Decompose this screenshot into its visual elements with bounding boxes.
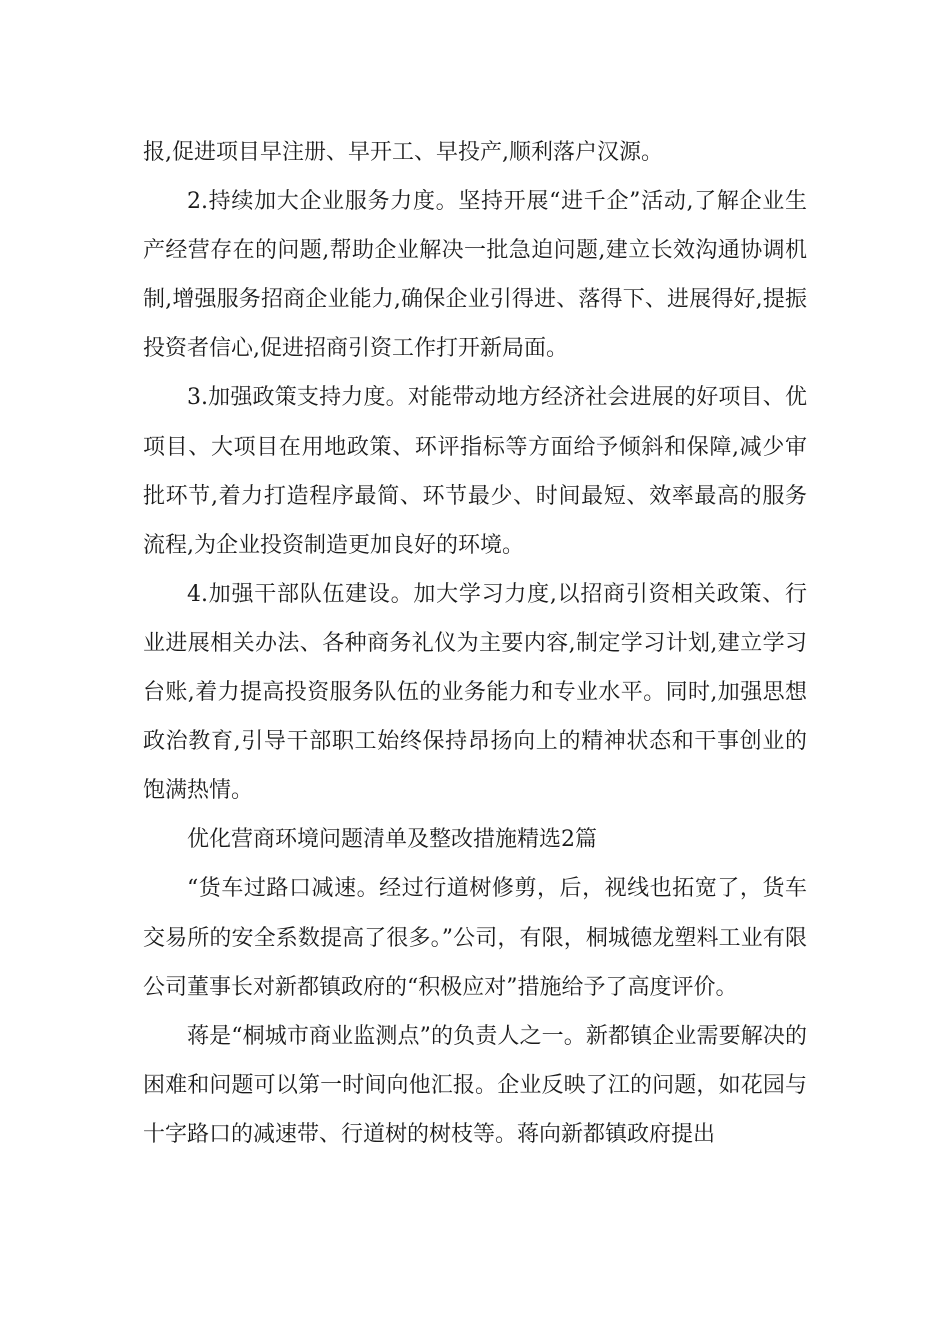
paragraph-item-3: 3.加强政策支持力度。对能带动地方经济社会进展的好项目、优项目、大项目在用地政策、环评指标等方面给予倾斜和保障,减少审批环节,着力打造程序最简、环节最少、时间最短、效率最高的服务流程,为企业投资制造更加良好的环境。 <box>143 385 807 558</box>
paragraph-monitoring-point: 蒋是“桐城市商业监测点”的负责人之一。新都镇企业需要解决的困难和问题可以第一时间向他汇报。企业反映了江的问题，如花园与十字路口的减速带、行道树的树枝等。蒋向新都镇政府提出 <box>143 1023 807 1147</box>
section-title: 优化营商环境问题清单及整改措施精选2篇 <box>187 827 597 853</box>
paragraph-item-2: 2.持续加大企业服务力度。坚持开展“进千企”活动,了解企业生产经营存在的问题,帮助企业解决一批急迫问题,建立长效沟通协调机制,增强服务招商企业能力,确保企业引得进、落得下、进展得好,提振投资者信心,促进招商引资工作打开新局面。 <box>143 189 807 362</box>
paragraph-continuation: 报,促进项目早注册、早开工、早投产,顺利落户汉源。 <box>143 140 663 165</box>
paragraph-item-4: 4.加强干部队伍建设。加大学习力度,以招商引资相关政策、行业进展相关办法、各种商务礼仪为主要内容,制定学习计划,建立学习台账,着力提高投资服务队伍的业务能力和专业水平。同时,加强思想政治教育,引导干部职工始终保持昂扬向上的精神状态和干事创业的饱满热情。 <box>143 581 807 804</box>
paragraph-truck-quote: “货车过路口减速。经过行道树修剪，后，视线也拓宽了，货车交易所的安全系数提高了很多。”公司，有限，桐城德龙塑料工业有限公司董事长对新都镇政府的“积极应对”措施给予了高度评价。 <box>143 876 807 1000</box>
document-body <box>143 128 807 1159</box>
